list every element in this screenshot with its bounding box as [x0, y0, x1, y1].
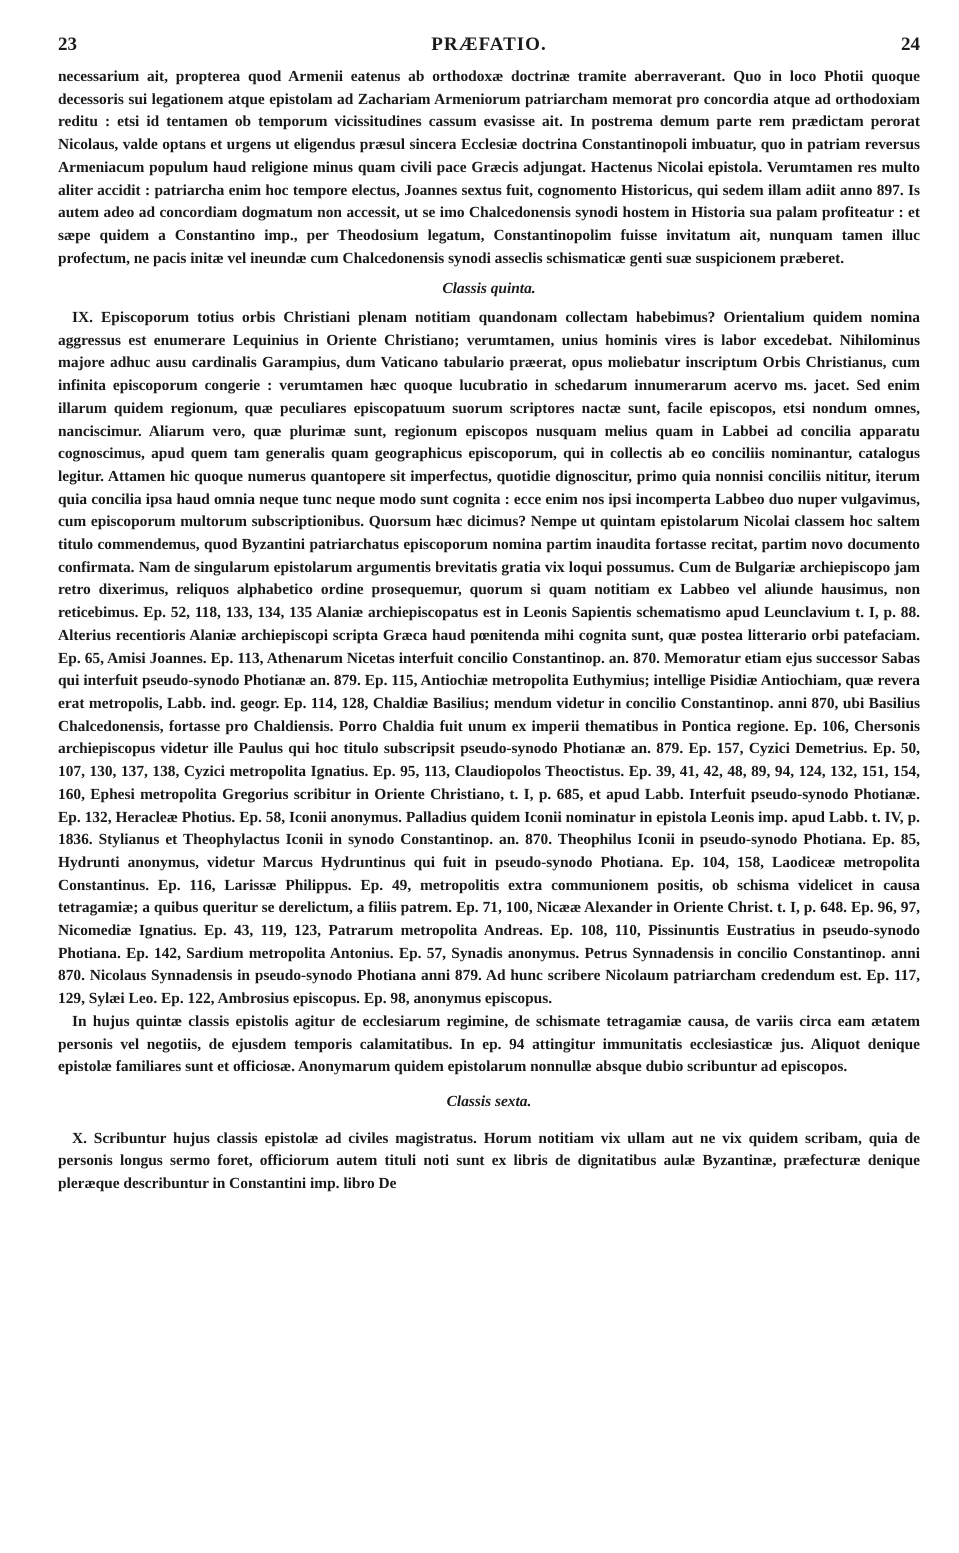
page-number-right: 24 — [901, 34, 920, 55]
page-number-left: 23 — [58, 34, 77, 55]
running-title: PRÆFATIO. — [431, 34, 547, 55]
paragraph-intro: necessarium ait, propterea quod Armenii eatenus ab orthodoxæ doctrinæ tramite aberraverant. Quo in loco Photii quoque decessoris sui legationem atque epistolam ad Zachariam Armeniorum patriarcham memorat pro concordia atque ad orthodoxiam reditu : etsi id tentamen ob temporum vicissitudines cassum evasisse ait. In postrema demum parte rem prædictam perorat Nicolaus, valde optans et urgens ut eligendus præsul sincera Ecclesiæ doctrina Constantinopoli imbuatur, quo in patriam reversus Armeniacum populum haud religione minus quam civili pace Græcis adjungat. Hactenus Nicolai epistola. Verumtamen res multo aliter accidit : patriarcha enim hoc tempore electus, Joannes sextus fuit, cognomento Historicus, qui sedem illam adiit anno 897. Is autem adeo ad concordiam dogmatum non accessit, ut se imo Chalcedonensis synodi hostem in Historia sua palam profiteatur : et sæpe quidem a Constantino imp., per Theodosium legatum, Constantinopolim fuisse invitatum ait, nunquam tamen illuc profectum, ne pacis initæ vel ineundæ cum Chalcedonensis synodi asseclis schismaticæ genti suæ suspicionem præberet. — [58, 68, 920, 267]
paragraph-ix: IX. Episcoporum totius orbis Christiani plenam notitiam quandonam collectam habebimus? Orientalium quidem nomina aggressus est enumerare Lequinius in Oriente Christiano; verumtamen, unius hominis vires is labor excedebat. Nihilominus majore adhuc ausu cardinalis Garampius, dum Vaticano tabulario præerat, opus moliebatur inscriptum Orbis Christianus, cum infinita episcoporum congerie : verumtamen hæc quoque lucubratio in schedarum innumerarum acervo ms. jacet. Sed enim illarum quidem regionum, quæ peculiares episcopatuum suorum scriptores nactæ sunt, facile episcopos, etsi nondum omnes, nanciscimur. Aliarum vero, quæ plurimæ sunt, regionum episcopos nusquam melius quam in Labbei ad concilia apparatu cognoscimus, apud quem tam generalis quam geographicus episcoporum, qui in collectis ab eo conciliis nominantur, catalogus legitur. Attamen hic quoque numerus quantopere sit imperfectus, quotidie dignoscitur, primo quia nonnisi conciliis nititur, iterum quia concilia ipsa haud omnia neque tunc neque modo sunt cognita : ecce enim nos ipsi incomperta Labbeo duo nuper vulgavimus, cum episcoporum multorum subscriptionibus. Quorsum hæc dicimus? Nempe ut quintam epistolarum Nicolai classem hoc saltem titulo commendemus, quod Byzantini patriarchatus episcoporum nomina partim inaudita fortasse recitat, partim novo documento confirmata. Nam de singularum epistolarum argumentis brevitatis gratia vix loqui possumus. Cum de Bulgariæ archiepiscopo jam retro dixerimus, reliquos alphabetico ordine prosequemur, quorum si quam notitiam ex Labbeo vel aliunde hausimus, non reticebimus. Ep. 52, 118, 133, 134, 135 Alaniæ archiepiscopatus est in Leonis Sapientis schematismo apud Leunclavium t. I, p. 88. Alterius recentioris Alaniæ archiepiscopi scripta Græca haud pœnitenda mihi cognita sunt, quæ postea litterario orbi patefaciam. Ep. 65, Amisi Joannes. Ep. 113, Athenarum Nicetas interfuit concilio Constantinop. an. 870. Memoratur etiam ejus successor Sabas qui interfuit pseudo-synodo Photianæ an. 879. Ep. 115, Antiochiæ metropolita Euthymius; intellige Pisidiæ Antiochiam, quæ revera erat metropolis, Labb. ind. geogr. Ep. 114, 128, Chaldiæ Basilius; mendum videtur in concilio Constantinop. anni 870, ubi Basilius Chalcedonensis, fortasse pro Chaldiensis. Porro Chaldia fuit unum ex imperii thematibus in Pontica regione. Ep. 106, Chersonis archiepiscopus videtur ille Paulus qui hoc titulo subscripsit pseudo-synodo Photianæ an. 879. Ep. 157, Cyzici Demetrius. Ep. 50, 107, 130, 137, 138, Cyzici metropolita Ignatius. Ep. 95, 113, Claudiopolos Theoctistus. Ep. 39, 41, 42, 48, 89, 94, 124, 132, 151, 154, 160, Ephesi metropolita Gregorius scribitur in Oriente Christiano, t. I, p. 685, et apud Labb. Interfuit pseudo-synodo Photianæ. Ep. 132, Heracleæ Photius. Ep. 58, Iconii anonymus. Palladius quidem Iconii nominatur in epistola Leonis imp. apud Labb. t. IV, p. 1836. Stylianus et Theophylactus Iconii in synodo Constantinop. an. 870. Theophilus Iconii in pseudo-synodo Photiana. Ep. 85, Hydrunti anonymus, videtur Marcus Hydruntinus qui fuit in pseudo-synodo Photiana. Ep. 104, 158, Laodiceæ metropolita Constantinus. Ep. 116, Larissæ Philippus. Ep. 49, metropolitis extra communionem positis, ob schisma videlicet in causa tetragamiæ; a quibus queritur se derelictum, a filiis patrem. Ep. 71, 100, Nicææ Alexander in Oriente Christ. t. I, p. 648. Ep. 96, 97, Nicomediæ Ignatius. Ep. 43, 119, 123, Patrarum metropolita Andreas. Ep. 108, 110, Pissinuntis Eustratius in pseudo-synodo Photiana. Ep. 142, Sardium metropolita Antonius. Ep. 57, Synadis anonymus. Petrus Synnadensis in concilio Constantinop. anni 870. Nicolaus Synnadensis in pseudo-synodo Photiana anni 879. Ad hunc scribere Nicolaum patriarcham credendum est. Ep. 117, 129, Sylæi Leo. Ep. 122, Ambrosius episcopus. Ep. 98, anonymus episcopus. — [58, 309, 920, 1008]
paragraph-quintae: In hujus quintæ classis epistolis agitur de ecclesiarum regimine, de schismate tetragamiæ causa, de variis circa eam ætatem personis vel negotiis, de ejusdem temporis calamitatibus. In ep. 94 attingitur immunitatis ecclesiasticæ jus. Aliquot denique epistolæ familiares sunt et officiosæ. Anonymarum quidem epistolarum nonnullæ absque dubio scribuntur ad episcopos. — [58, 1012, 920, 1076]
section-heading-quinta: Classis quinta. — [442, 280, 536, 298]
document-page — [58, 34, 920, 1196]
page-header — [58, 34, 920, 62]
paragraph-x: X. Scribuntur hujus classis epistolæ ad civiles magistratus. Horum notitiam vix ullam aut ne vix quidem scribam, quia de personis longus sermo foret, officiorum autem tituli noti sunt ex libris de dignitatibus aulæ Byzantinæ, præfecturæ denique pleræque describuntur in Constantini imp. libro De — [58, 1129, 920, 1193]
document-body — [58, 66, 920, 1196]
section-heading-sexta: Classis sexta. — [446, 1092, 532, 1110]
